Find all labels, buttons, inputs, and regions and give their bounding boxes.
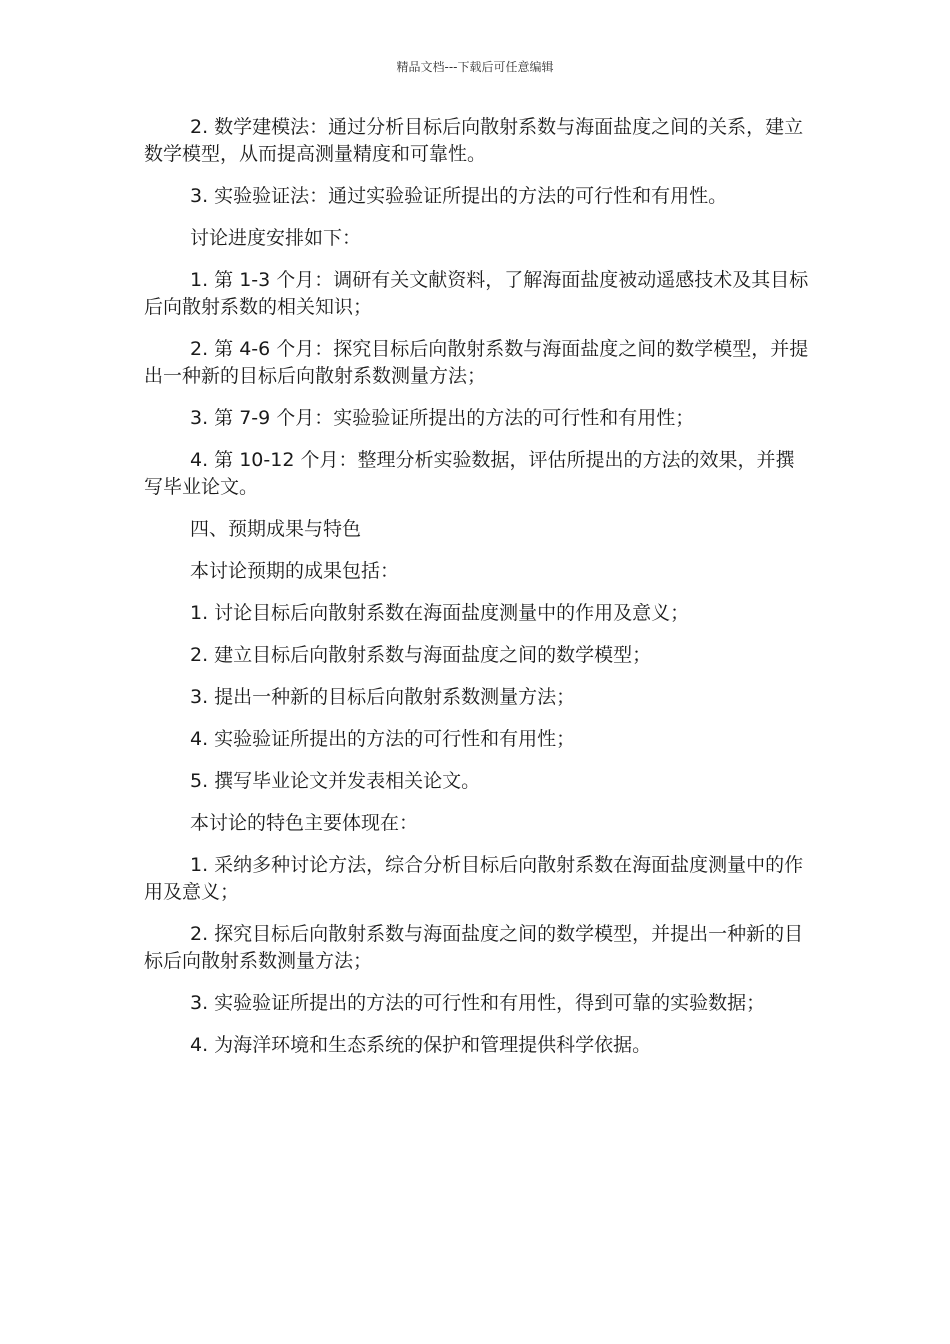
- document-body: [144, 114, 809, 1074]
- paragraph-schedule-2: 2. 第 4-6 个月：探究目标后向散射系数与海面盐度之间的数学模型，并提出一种新的目标后向散射系数测量方法；: [144, 338, 809, 387]
- paragraph-schedule-intro: 讨论进度安排如下：: [190, 227, 362, 249]
- section-heading: 四、预期成果与特色: [190, 518, 362, 540]
- page-header: 精品文档---下载后可任意编辑: [396, 60, 554, 74]
- paragraph-result-3: 3. 提出一种新的目标后向散射系数测量方法；: [190, 686, 576, 708]
- paragraph-schedule-4: 4. 第 10-12 个月：整理分析实验数据，评估所提出的方法的效果，并撰写毕业论文。: [144, 449, 795, 498]
- paragraph-schedule-1: 1. 第 1-3 个月：调研有关文献资料，了解海面盐度被动遥感技术及其目标后向散射系数的相关知识；: [144, 269, 809, 318]
- paragraph-method-2: 2. 数学建模法：通过分析目标后向散射系数与海面盐度之间的关系，建立数学模型，从而提高测量精度和可靠性。: [144, 116, 804, 165]
- paragraph-feature-2: 2. 探究目标后向散射系数与海面盐度之间的数学模型，并提出一种新的目标后向散射系数测量方法；: [144, 923, 804, 972]
- paragraph-feature-1: 1. 采纳多种讨论方法，综合分析目标后向散射系数在海面盐度测量中的作用及意义；: [144, 854, 804, 903]
- paragraph-result-5: 5. 撰写毕业论文并发表相关论文。: [190, 770, 481, 792]
- paragraph-result-1: 1. 讨论目标后向散射系数在海面盐度测量中的作用及意义；: [190, 602, 690, 624]
- paragraph-results-intro: 本讨论预期的成果包括：: [190, 560, 400, 582]
- paragraph-method-3: 3. 实验验证法：通过实验验证所提出的方法的可行性和有用性。: [190, 185, 728, 207]
- paragraph-feature-3: 3. 实验验证所提出的方法的可行性和有用性，得到可靠的实验数据；: [190, 992, 766, 1014]
- paragraph-feature-4: 4. 为海洋环境和生态系统的保护和管理提供科学依据。: [190, 1034, 652, 1056]
- paragraph-result-4: 4. 实验验证所提出的方法的可行性和有用性；: [190, 728, 576, 750]
- paragraph-result-2: 2. 建立目标后向散射系数与海面盐度之间的数学模型；: [190, 644, 652, 666]
- paragraph-features-intro: 本讨论的特色主要体现在：: [190, 812, 419, 834]
- paragraph-schedule-3: 3. 第 7-9 个月：实验验证所提出的方法的可行性和有用性；: [190, 407, 695, 429]
